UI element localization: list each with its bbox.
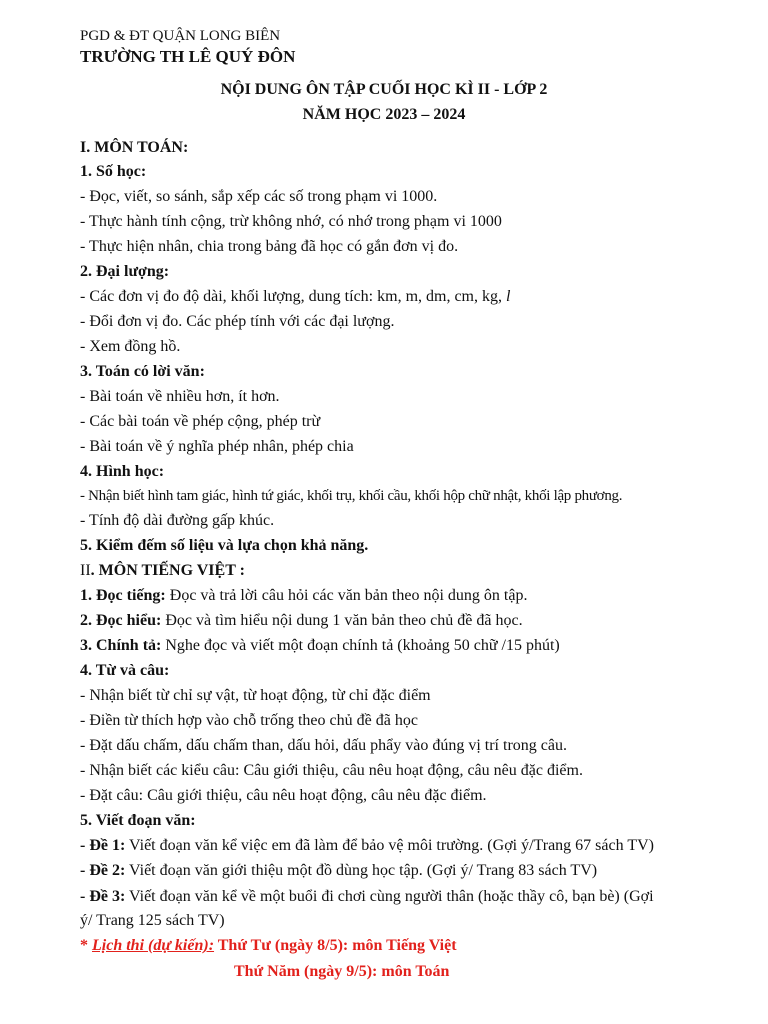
reading-text: Đọc và trả lời câu hỏi các văn bản theo nội dung ôn tập.: [165, 587, 528, 604]
writing-topic: [80, 887, 654, 907]
reading-item: [80, 586, 527, 606]
list-item: - Thực hành tính cộng, trừ không nhớ, có nhớ trong phạm vi 1000: [80, 213, 502, 230]
list-item: [80, 287, 510, 307]
list-item: - Bài toán về ý nghĩa phép nhân, phép chia: [80, 438, 354, 455]
vietnamese-heading-title: . MÔN TIẾNG VIỆT :: [90, 562, 245, 579]
list-item: - Đổi đơn vị đo. Các phép tính với các đại lượng.: [80, 313, 395, 330]
dictation-text: Nghe đọc và viết một đoạn chính tả (khoảng 50 chữ /15 phút): [161, 637, 560, 654]
topic-label: - Đề 3:: [80, 888, 126, 905]
list-item: - Nhận biết hình tam giác, hình tứ giác, khối trụ, khối cầu, khối hộp chữ nhật, khối lập phương.: [80, 488, 623, 504]
exam-schedule: [80, 936, 457, 956]
list-item: - Các bài toán về phép cộng, phép trừ: [80, 413, 321, 430]
department-name: PGD & ĐT QUẬN LONG BIÊN: [80, 28, 281, 44]
list-item: - Nhận biết các kiểu câu: Câu giới thiệu, câu nêu hoạt động, câu nêu đặc điểm.: [80, 762, 583, 779]
list-item: - Đặt dấu chấm, dấu chấm than, dấu hỏi, dấu phẩy vào đúng vị trí trong câu.: [80, 737, 567, 754]
word-problems-heading: 3. Toán có lời văn:: [80, 363, 205, 380]
school-year: NĂM HỌC 2023 – 2024: [302, 106, 466, 123]
list-item: - Điền từ thích hợp vào chỗ trống theo chủ đề đã học: [80, 712, 418, 729]
writing-heading: 5. Viết đoạn văn:: [80, 812, 196, 829]
schedule-day2: Thứ Năm (ngày 9/5): môn Toán: [234, 963, 450, 980]
list-item: - Tính độ dài đường gấp khúc.: [80, 512, 275, 529]
litre-symbol: l: [506, 288, 511, 305]
schedule-day1: Thứ Tư (ngày 8/5): môn Tiếng Việt: [214, 937, 457, 954]
schedule-label: Lịch thi (dự kiến):: [92, 937, 215, 954]
star-marker: *: [80, 937, 92, 954]
comprehension-item: [80, 611, 523, 631]
topic-label: - Đề 1:: [80, 837, 126, 854]
list-item-text: - Các đơn vị đo độ dài, khối lượng, dung tích: km, m, dm, cm, kg,: [80, 288, 506, 305]
topic-text: Viết đoạn văn giới thiệu một đồ dùng học tập. (Gợi ý/ Trang 83 sách TV): [125, 862, 598, 879]
math-heading: I. MÔN TOÁN:: [80, 139, 189, 156]
school-name: TRƯỜNG TH LÊ QUÝ ĐÔN: [80, 47, 296, 66]
dictation-item: [80, 636, 560, 656]
list-item: - Thực hiện nhân, chia trong bảng đã học có gắn đơn vị đo.: [80, 238, 459, 255]
comprehension-text: Đọc và tìm hiểu nội dung 1 văn bản theo chủ đề đã học.: [161, 612, 523, 629]
topic-label: - Đề 2:: [80, 862, 126, 879]
reading-label: 1. Đọc tiếng:: [80, 587, 166, 604]
vietnamese-heading-prefix: II: [80, 562, 91, 579]
list-item: - Xem đồng hồ.: [80, 338, 181, 355]
dictation-label: 3. Chính tả:: [80, 637, 162, 654]
comprehension-label: 2. Đọc hiểu:: [80, 612, 162, 629]
quantities-heading: 2. Đại lượng:: [80, 263, 170, 280]
writing-topic-continued: ý/ Trang 125 sách TV): [80, 912, 225, 929]
writing-topic: [80, 861, 597, 881]
topic-text: Viết đoạn văn kể về một buổi đi chơi cùng người thân (hoặc thầy cô, bạn bè) (Gợi: [125, 888, 654, 905]
document-title: NỘI DUNG ÔN TẬP CUỐI HỌC KÌ II - LỚP 2: [220, 81, 548, 98]
list-item: - Nhận biết từ chỉ sự vật, từ hoạt động, từ chỉ đặc điểm: [80, 687, 431, 704]
geometry-heading: 4. Hình học:: [80, 463, 165, 480]
list-item: - Bài toán về nhiều hơn, ít hơn.: [80, 388, 280, 405]
vietnamese-heading: [80, 561, 245, 581]
numbers-heading: 1. Số học:: [80, 163, 147, 180]
statistics-heading: 5. Kiểm đếm số liệu và lựa chọn khả năng.: [80, 537, 369, 554]
words-sentences-heading: 4. Từ và câu:: [80, 662, 170, 679]
topic-text: Viết đoạn văn kể việc em đã làm để bảo vệ môi trường. (Gợi ý/Trang 67 sách TV): [125, 837, 654, 854]
list-item: - Đặt câu: Câu giới thiệu, câu nêu hoạt động, câu nêu đặc điểm.: [80, 787, 487, 804]
list-item: - Đọc, viết, so sánh, sắp xếp các số trong phạm vi 1000.: [80, 188, 438, 205]
writing-topic: [80, 836, 654, 856]
